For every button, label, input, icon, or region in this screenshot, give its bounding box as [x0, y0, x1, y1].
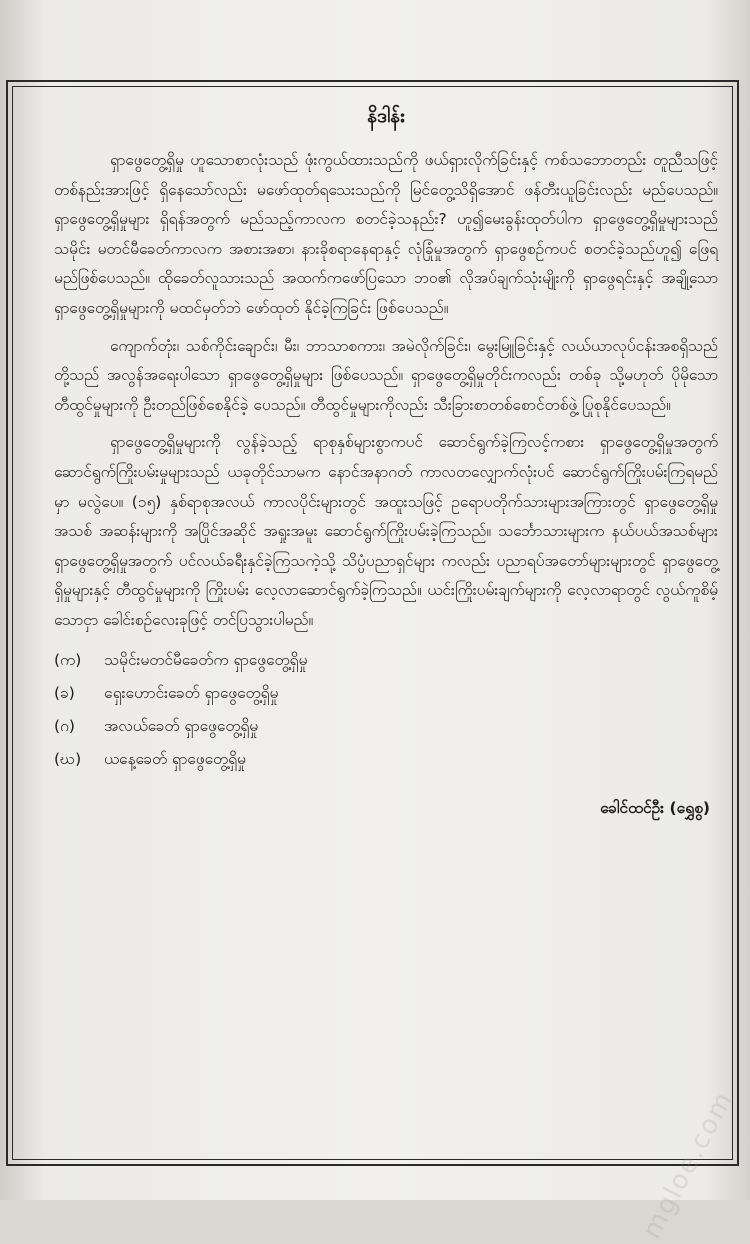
- list-item: [54, 677, 718, 710]
- author-signature: ခေါင်ထင်ဦး (ရွှေစွ): [600, 798, 710, 817]
- list-marker: (က): [54, 650, 82, 669]
- list-marker: (ဂ): [54, 716, 75, 735]
- watermark: mgloe.com: [637, 1085, 740, 1244]
- list-item: [54, 743, 718, 776]
- list-item-text: ရှေးဟောင်းခေတ် ရှာဖွေတွေ့ရှိမှု: [104, 683, 279, 702]
- list-marker: (ဃ): [54, 749, 82, 768]
- list-item-text: ယနေ့ခေတ် ရှာဖွေတွေ့ရှိမှု: [104, 749, 246, 768]
- page-title: နိဒါန်း: [367, 105, 405, 127]
- list-marker: (ခ): [54, 683, 75, 702]
- list-item: [54, 710, 718, 743]
- paragraph-3: ရှာဖွေတွေ့ရှိမှုများကို လွန်ခဲ့သည့် ရာစုနှစ်များစွာကပင် ဆောင်ရွက်ခဲ့ကြလင့်ကစား ရှာဖွေတွေ့ရှိမှုအတွက် ဆောင်ရွက်ကြိုးပမ်းမှုများသည် ယခုတိုင်သာမက နောင်အနာဂတ် ကာလတလျှောက်လုံးပင် ဆောင်ရွက်ကြိုးပမ်းကြရမည်မှာ မလွဲပေ။ (၁၅) နှစ်ရာစုအလယ် ကာလပိုင်းများတွင် အထူးသဖြင့် ဥရောပတိုက်သားများအကြားတွင် ရှာဖွေတွေ့ရှိမှုအသစ် အဆန်းများကို အပြိုင်အဆိုင် အရှုးအမူး ဆောင်ရွက်ကြိုးပမ်းခဲ့ကြသည်။ သင်္ဘောသားများက နယ်ပယ်အသစ်များ ရှာဖွေတွေ့ရှိမှုအတွက် ပင်လယ်ခရီးနှင်ခဲ့ကြသကဲ့သို့ သိပ္ပံပညာရှင်များ ကလည်း ပညာရပ်အတော်များများတွင် ရှာဖွေတွေ့ရှိမှုများနှင့် တီထွင်မှုများကို ကြိုးပမ်း လေ့လာဆောင်ရွက်ခဲ့ကြသည်။ ယင်းကြိုးပမ်းချက်များကို လေ့လာရာတွင် လွယ်ကူစိမ့်သောငှာ ခေါင်းစဉ်လေးခုဖြင့် တင်ပြသွားပါမည်။: [54, 433, 718, 629]
- page-content: [54, 100, 718, 821]
- paragraph-2: ကျောက်တုံး၊ သစ်ကိုင်းချောင်း၊ မီး၊ ဘာသာစကား၊ အမဲလိုက်ခြင်း၊ မွေးမြူခြင်းနှင့် လယ်ယာလုပ်ငန်းအစရှိသည် တို့သည် အလွန်အရေးပါသော ရှာဖွေတွေ့ရှိမှုများ ဖြစ်ပေသည်။ ရှာဖွေတွေ့ရှိမှုတိုင်းကလည်း တစ်ခု သို့မဟုတ် ပိုမိုသောတီထွင်မှုများကို ဦးတည်ဖြစ်စေနိုင်ခဲ့ ပေသည်။ တီထွင်မှုများကိုလည်း သီးခြားစာတစ်စောင်တစ်ဖွဲ့ ပြုစုနိုင်ပေသည်။: [54, 336, 718, 414]
- list-item-text: သမိုင်းမတင်မီခေတ်က ရှာဖွေတွေ့ရှိမှု: [104, 650, 308, 669]
- list-item-text: အလယ်ခေတ် ရှာဖွေတွေ့ရှိမှု: [104, 716, 259, 735]
- paragraph-1: ရှာဖွေတွေ့ရှိမှု ဟူသောစာလုံးသည် ဖုံးကွယ်ထားသည်ကို ဖယ်ရှားလိုက်ခြင်းနှင့် ကစ်သဘောတည်း တူညီသဖြင့် တစ်နည်းအားဖြင့် ရှိနေသော်လည်း မဖော်ထုတ်ရသေးသည်ကို မြင်တွေ့သိရှိအောင် ဖန်တီးယူခြင်းလည်း မည်ပေသည်။ ရှာဖွေတွေ့ရှိမှုများ ရှိရန်အတွက် မည်သည့်ကာလက စတင်ခဲ့သနည်း? ဟူ၍မေးခွန်းထုတ်ပါက ရှာဖွေတွေ့ရှိမှုများသည် သမိုင်း မတင်မီခေတ်ကာလက အစားအစာ၊ နားခိုစရာနေရာနှင့် လုံခြုံမှုအတွက် ရှာဖွေစဉ်ကပင် စတင်ခဲ့သည်ဟူ၍ ဖြေရမည်ဖြစ်ပေသည်။ ထိုခေတ်လူသားသည် အထက်ကဖော်ပြသော ဘဝ၏ လိုအပ်ချက်သုံးမျိုးကို ရှာဖွေရင်းနှင့် အချို့သော ရှာဖွေတွေ့ရှိမှုများကို မထင်မှတ်ဘဲ ဖော်ထုတ် နိုင်ခဲ့ကြခြင်း ဖြစ်ပေသည်။: [54, 151, 718, 317]
- list-item: [54, 644, 718, 677]
- topic-list: [54, 644, 718, 776]
